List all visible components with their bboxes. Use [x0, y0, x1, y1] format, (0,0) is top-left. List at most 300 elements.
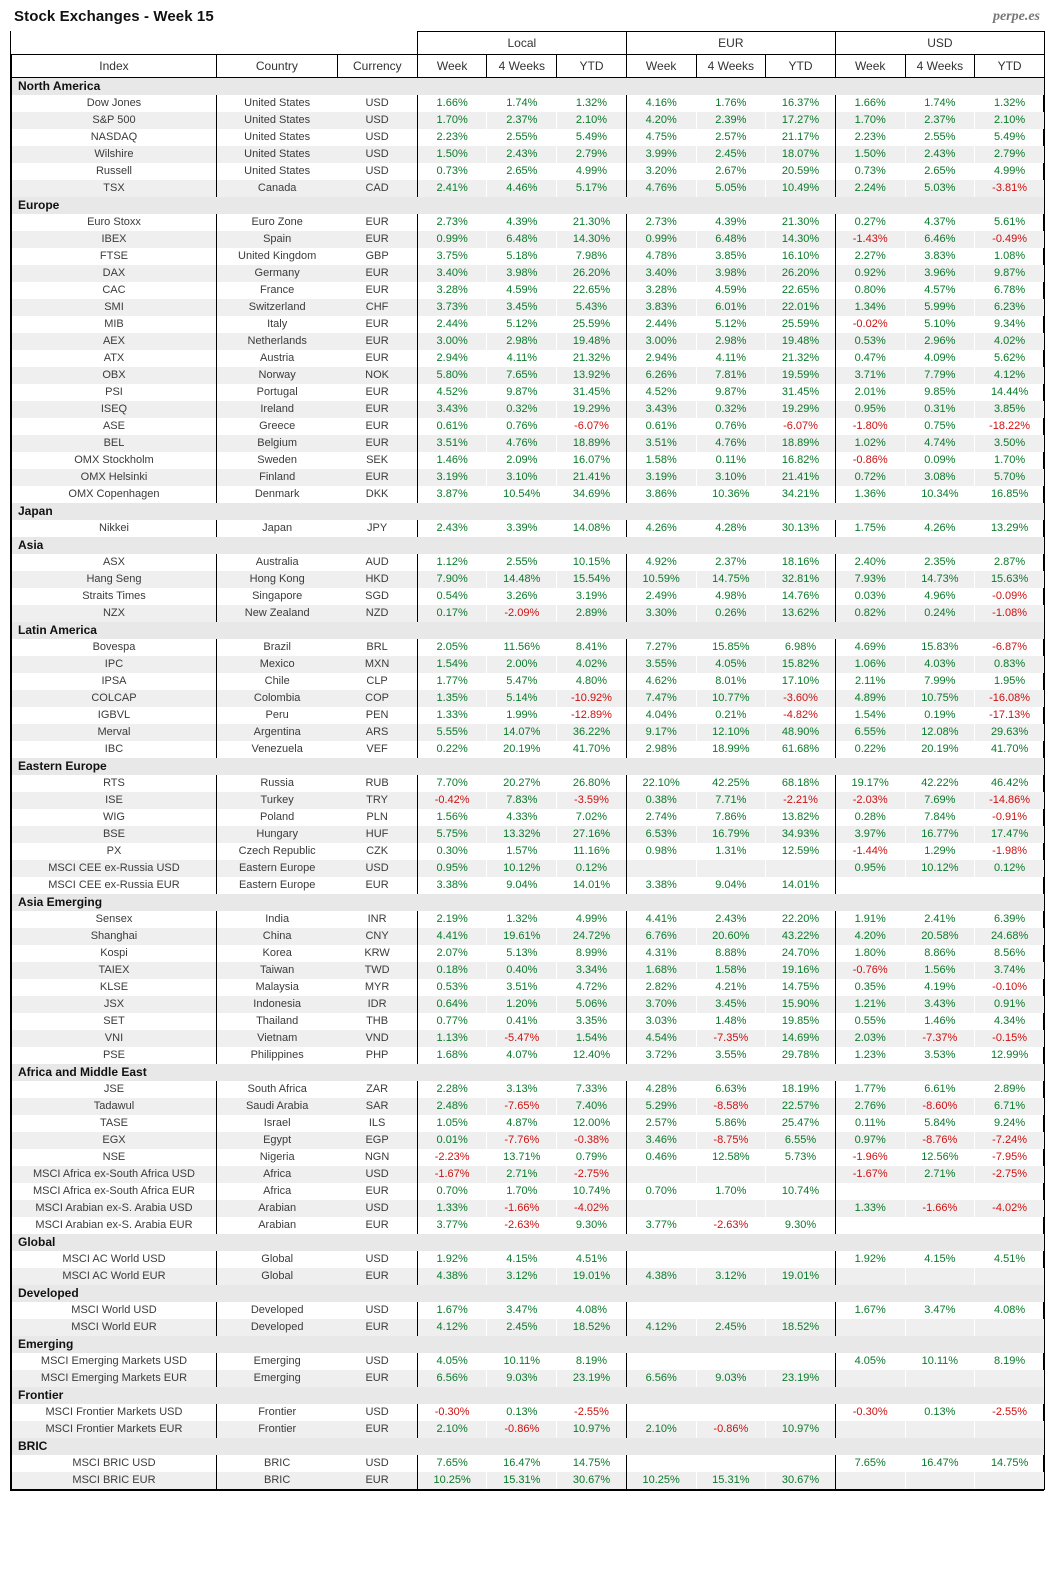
cell-local-ytd: 21.32%	[557, 350, 627, 367]
cell-eur-week: 0.98%	[626, 843, 696, 860]
cell-eur-4weeks: -8.58%	[696, 1098, 766, 1115]
cell-local-week: 2.44%	[417, 316, 487, 333]
cell-eur-4weeks: 10.36%	[696, 486, 766, 503]
cell-eur-4weeks: 10.77%	[696, 690, 766, 707]
cell-usd-week: 7.93%	[835, 571, 905, 588]
cell-country: Egypt	[216, 1132, 337, 1149]
cell-eur-ytd	[766, 1353, 836, 1370]
cell-local-4weeks: 1.99%	[487, 707, 557, 724]
cell-usd-week: 2.11%	[835, 673, 905, 690]
section-fill-cell	[626, 1387, 696, 1404]
cell-currency: EUR	[365, 216, 389, 228]
cell-usd-ytd: 2.79%	[975, 146, 1045, 163]
col-eur-4weeks: 4 Weeks	[696, 55, 766, 78]
cell-usd-week: 2.76%	[835, 1098, 905, 1115]
section-fill-cell	[696, 1285, 766, 1302]
cell-currency: CLP	[366, 675, 388, 687]
blank-cell-3	[337, 32, 417, 55]
cell-usd-week: 7.65%	[835, 1455, 905, 1472]
cell-local-4weeks: -7.65%	[487, 1098, 557, 1115]
cell-eur-week	[626, 1353, 696, 1370]
group-header-row	[12, 32, 1045, 55]
section-fill-cell	[696, 197, 766, 214]
cell-local-4weeks: 4.07%	[487, 1047, 557, 1064]
cell-local-week: 2.28%	[417, 1081, 487, 1098]
cell-local-week: 0.17%	[417, 605, 487, 622]
cell-currency: USD	[365, 97, 389, 109]
cell-local-4weeks: 9.87%	[487, 384, 557, 401]
cell-usd-week: 1.54%	[835, 707, 905, 724]
cell-eur-4weeks: 14.75%	[696, 571, 766, 588]
cell-eur-week: 3.03%	[626, 1013, 696, 1030]
cell-local-4weeks: 14.48%	[487, 571, 557, 588]
cell-country: Malaysia	[255, 981, 299, 993]
cell-eur-4weeks: 4.76%	[696, 435, 766, 452]
cell-local-week: 0.61%	[417, 418, 487, 435]
cell-local-ytd: 14.08%	[557, 520, 627, 537]
cell-usd-ytd: 4.02%	[975, 333, 1045, 350]
cell-usd-ytd	[975, 877, 1045, 894]
section-fill-cell	[216, 1285, 337, 1302]
cell-eur-4weeks	[696, 1455, 766, 1472]
cell-usd-week	[835, 877, 905, 894]
cell-local-4weeks: 4.11%	[487, 350, 557, 367]
cell-usd-week: 1.21%	[835, 996, 905, 1013]
cell-usd-week: 0.80%	[835, 282, 905, 299]
cell-local-4weeks: -0.86%	[487, 1421, 557, 1438]
cell-usd-week: 2.27%	[835, 248, 905, 265]
cell-usd-week: 1.36%	[835, 486, 905, 503]
cell-usd-ytd: 4.51%	[975, 1251, 1045, 1268]
cell-currency: SGD	[365, 590, 389, 602]
cell-country: Nigeria	[259, 1151, 295, 1163]
cell-usd-ytd: -0.49%	[975, 231, 1045, 248]
cell-usd-week: 0.95%	[835, 860, 905, 877]
cell-local-week: 3.40%	[417, 265, 487, 282]
cell-local-ytd: -2.55%	[557, 1404, 627, 1421]
section-fill-cell	[766, 78, 836, 96]
cell-local-ytd: 10.97%	[557, 1421, 627, 1438]
cell-currency: USD	[365, 131, 389, 143]
cell-local-4weeks: 4.46%	[487, 180, 557, 197]
cell-index: Euro Stoxx	[12, 214, 217, 231]
cell-usd-week: 1.92%	[835, 1251, 905, 1268]
cell-eur-week: 4.04%	[626, 707, 696, 724]
cell-local-4weeks: 0.32%	[487, 401, 557, 418]
cell-country: Euro Zone	[251, 216, 303, 228]
cell-usd-4weeks: 8.86%	[905, 945, 975, 962]
cell-local-4weeks: 4.33%	[487, 809, 557, 826]
table-row	[12, 367, 1045, 384]
cell-local-4weeks: 4.76%	[487, 435, 557, 452]
cell-local-ytd: 4.02%	[557, 656, 627, 673]
cell-usd-4weeks: 15.83%	[905, 639, 975, 656]
cell-eur-4weeks: 2.67%	[696, 163, 766, 180]
cell-eur-week: 3.83%	[626, 299, 696, 316]
cell-eur-ytd: 32.81%	[766, 571, 836, 588]
cell-index: IPC	[12, 656, 217, 673]
cell-currency: EGP	[337, 1132, 417, 1149]
section-fill-cell	[975, 537, 1045, 554]
cell-usd-ytd: 6.71%	[975, 1098, 1045, 1115]
cell-local-4weeks: 0.76%	[487, 418, 557, 435]
cell-eur-ytd: 25.47%	[766, 1115, 836, 1132]
cell-usd-4weeks: 7.84%	[905, 809, 975, 826]
cell-eur-4weeks: -2.63%	[696, 1217, 766, 1234]
cell-local-4weeks: 9.03%	[487, 1370, 557, 1387]
table-row	[12, 231, 1045, 248]
section-fill-cell	[487, 197, 557, 214]
cell-usd-4weeks	[905, 1268, 975, 1285]
cell-usd-week: 4.69%	[835, 639, 905, 656]
cell-usd-week: 0.97%	[835, 1132, 905, 1149]
table-row	[12, 690, 1045, 707]
section-row	[12, 1387, 1045, 1404]
cell-local-4weeks: 14.07%	[487, 724, 557, 741]
cell-local-week: -0.30%	[417, 1404, 487, 1421]
cell-eur-week: 4.52%	[626, 384, 696, 401]
cell-local-ytd: 4.51%	[557, 1251, 627, 1268]
cell-local-ytd: 18.52%	[557, 1319, 627, 1336]
section-fill-cell	[216, 758, 337, 775]
cell-local-4weeks: 4.15%	[487, 1251, 557, 1268]
section-fill-cell	[487, 1064, 557, 1081]
col-usd-ytd: YTD	[975, 55, 1045, 78]
cell-local-week: 7.70%	[417, 775, 487, 792]
table-row	[12, 996, 1045, 1013]
col-usd-4weeks: 4 Weeks	[905, 55, 975, 78]
cell-usd-week: 2.23%	[835, 129, 905, 146]
section-fill-cell	[337, 1234, 417, 1251]
cell-eur-week: 0.70%	[626, 1183, 696, 1200]
cell-eur-4weeks	[696, 1166, 766, 1183]
cell-usd-ytd: 1.32%	[975, 95, 1045, 112]
cell-usd-4weeks: 5.10%	[905, 316, 975, 333]
section-fill-cell	[417, 1336, 487, 1353]
cell-currency: INR	[367, 913, 387, 925]
cell-local-4weeks: 3.12%	[487, 1268, 557, 1285]
cell-eur-4weeks: 1.48%	[696, 1013, 766, 1030]
cell-local-4weeks: -1.66%	[487, 1200, 557, 1217]
cell-eur-4weeks: 3.45%	[696, 996, 766, 1013]
table-row	[12, 775, 1045, 792]
cell-currency: COP	[337, 690, 417, 707]
cell-local-week: 1.77%	[417, 673, 487, 690]
cell-usd-4weeks: 2.37%	[905, 112, 975, 129]
cell-usd-4weeks: 14.73%	[905, 571, 975, 588]
section-title: Japan	[12, 503, 217, 520]
cell-country: Finland	[216, 469, 337, 486]
page-header	[10, 6, 1044, 31]
section-fill-cell	[835, 1387, 905, 1404]
table-row	[12, 1200, 1045, 1217]
cell-eur-week: 4.75%	[626, 129, 696, 146]
cell-eur-4weeks: 7.86%	[696, 809, 766, 826]
page-title: Stock Exchanges - Week 15	[14, 8, 214, 25]
cell-eur-4weeks: 0.11%	[696, 452, 766, 469]
cell-eur-week: 4.78%	[626, 248, 696, 265]
cell-country: Venezuela	[251, 743, 303, 755]
cell-usd-ytd: 16.85%	[975, 486, 1045, 503]
section-fill-cell	[557, 622, 627, 639]
section-fill-cell	[417, 1285, 487, 1302]
cell-local-ytd: 14.30%	[557, 231, 627, 248]
group-local: Local	[417, 32, 626, 55]
section-fill-cell	[835, 1438, 905, 1455]
col-usd-week: Week	[835, 55, 905, 78]
cell-eur-ytd: 5.73%	[766, 1149, 836, 1166]
cell-eur-ytd: 14.30%	[766, 231, 836, 248]
cell-index: MSCI World EUR	[12, 1319, 217, 1336]
cell-eur-week: 4.62%	[626, 673, 696, 690]
cell-country: China	[216, 928, 337, 945]
section-row	[12, 1438, 1045, 1455]
cell-usd-4weeks: 4.96%	[905, 588, 975, 605]
cell-local-ytd: 27.16%	[557, 826, 627, 843]
cell-index: IBEX	[12, 231, 217, 248]
cell-usd-week: 1.02%	[835, 435, 905, 452]
cell-local-4weeks: 2.45%	[487, 1319, 557, 1336]
cell-eur-4weeks: -8.75%	[696, 1132, 766, 1149]
cell-eur-4weeks: 0.21%	[696, 707, 766, 724]
cell-country: Chile	[264, 675, 290, 687]
cell-country: United States	[244, 165, 311, 177]
section-fill-cell	[216, 1387, 337, 1404]
table-row	[12, 1098, 1045, 1115]
cell-local-ytd: -0.38%	[557, 1132, 627, 1149]
section-fill-cell	[975, 1336, 1045, 1353]
cell-usd-week: -1.67%	[835, 1166, 905, 1183]
cell-local-ytd: 16.07%	[557, 452, 627, 469]
cell-local-ytd: -3.59%	[557, 792, 627, 809]
cell-usd-week: 1.67%	[835, 1302, 905, 1319]
section-fill-cell	[487, 622, 557, 639]
cell-local-ytd: 14.75%	[557, 1455, 627, 1472]
table-row	[12, 146, 1045, 163]
table-row	[12, 469, 1045, 486]
cell-local-4weeks: 2.55%	[487, 554, 557, 571]
section-fill-cell	[905, 1234, 975, 1251]
table-row	[12, 435, 1045, 452]
cell-country: France	[260, 284, 295, 296]
cell-usd-ytd: -0.15%	[975, 1030, 1045, 1047]
cell-index: NASDAQ	[12, 129, 217, 146]
cell-local-ytd: 26.20%	[557, 265, 627, 282]
cell-currency: TWD	[337, 962, 417, 979]
cell-currency: BRL	[366, 641, 388, 653]
table-row	[12, 809, 1045, 826]
cell-local-ytd: 13.92%	[557, 367, 627, 384]
cell-index: IGBVL	[12, 707, 217, 724]
cell-usd-week	[835, 1217, 905, 1234]
section-title: Latin America	[12, 622, 217, 639]
cell-eur-4weeks: 5.12%	[696, 316, 766, 333]
section-fill-cell	[626, 622, 696, 639]
cell-usd-4weeks: 9.85%	[905, 384, 975, 401]
cell-index: MSCI CEE ex-Russia USD	[12, 860, 217, 877]
cell-local-week: 1.33%	[417, 707, 487, 724]
cell-index: OMX Helsinki	[12, 469, 217, 486]
cell-usd-week: 1.33%	[835, 1200, 905, 1217]
cell-currency: HUF	[337, 826, 417, 843]
cell-index: MSCI Emerging Markets USD	[12, 1353, 217, 1370]
cell-currency: EUR	[337, 1472, 417, 1490]
col-index: Index	[12, 55, 217, 78]
section-fill-cell	[487, 503, 557, 520]
cell-usd-week	[835, 1370, 905, 1387]
cell-local-week: 0.73%	[417, 163, 487, 180]
cell-usd-week: -0.30%	[835, 1404, 905, 1421]
table-row	[12, 792, 1045, 809]
cell-local-4weeks: 1.70%	[487, 1183, 557, 1200]
cell-usd-week	[835, 1319, 905, 1336]
cell-local-ytd: 11.16%	[557, 843, 627, 860]
cell-country: Switzerland	[216, 299, 337, 316]
cell-local-week: 1.54%	[417, 656, 487, 673]
cell-local-4weeks: 1.74%	[487, 95, 557, 112]
cell-local-week: 2.10%	[417, 1421, 487, 1438]
cell-eur-ytd: 16.10%	[766, 248, 836, 265]
cell-eur-4weeks: 1.76%	[696, 95, 766, 112]
cell-eur-4weeks: 2.43%	[696, 911, 766, 928]
cell-currency: EUR	[337, 265, 417, 282]
cell-usd-4weeks	[905, 1472, 975, 1490]
table-row	[12, 639, 1045, 656]
cell-usd-ytd	[975, 1370, 1045, 1387]
cell-currency: EUR	[365, 284, 389, 296]
cell-usd-4weeks: 6.46%	[905, 231, 975, 248]
cell-local-4weeks: 5.14%	[487, 690, 557, 707]
cell-usd-ytd: 4.12%	[975, 367, 1045, 384]
cell-eur-4weeks: 2.45%	[696, 1319, 766, 1336]
cell-usd-week: -2.03%	[835, 792, 905, 809]
cell-usd-ytd	[975, 1217, 1045, 1234]
cell-eur-4weeks: 8.88%	[696, 945, 766, 962]
section-fill-cell	[557, 1336, 627, 1353]
section-fill-cell	[766, 1234, 836, 1251]
cell-eur-ytd: 15.90%	[766, 996, 836, 1013]
cell-currency: EUR	[365, 386, 389, 398]
table-row	[12, 384, 1045, 401]
cell-local-ytd: 10.74%	[557, 1183, 627, 1200]
cell-local-4weeks: 2.98%	[487, 333, 557, 350]
cell-country: Emerging	[216, 1370, 337, 1387]
cell-usd-week: 0.27%	[835, 214, 905, 231]
cell-local-ytd: 36.22%	[557, 724, 627, 741]
cell-eur-week: 4.54%	[626, 1030, 696, 1047]
cell-usd-4weeks: 4.74%	[905, 435, 975, 452]
section-fill-cell	[696, 1387, 766, 1404]
cell-eur-week: 4.12%	[626, 1319, 696, 1336]
cell-index: JSX	[12, 996, 217, 1013]
cell-country: South Africa	[247, 1083, 307, 1095]
group-eur: EUR	[626, 32, 835, 55]
cell-local-4weeks: 20.19%	[487, 741, 557, 758]
cell-eur-4weeks	[696, 860, 766, 877]
blank-cell-1	[12, 32, 217, 55]
cell-local-ytd: 26.80%	[557, 775, 627, 792]
cell-eur-4weeks: 2.39%	[696, 112, 766, 129]
cell-local-4weeks: 0.41%	[487, 1013, 557, 1030]
cell-eur-week: 7.47%	[626, 690, 696, 707]
cell-eur-4weeks: -0.86%	[696, 1421, 766, 1438]
cell-eur-4weeks: 9.03%	[696, 1370, 766, 1387]
cell-usd-ytd: 0.91%	[975, 996, 1045, 1013]
cell-eur-week: 10.59%	[626, 571, 696, 588]
cell-currency: PLN	[366, 811, 388, 823]
cell-usd-4weeks: 0.19%	[905, 707, 975, 724]
section-fill-cell	[975, 197, 1045, 214]
cell-local-week: 0.95%	[417, 860, 487, 877]
cell-local-ytd: 1.32%	[557, 95, 627, 112]
cell-local-week: 2.07%	[417, 945, 487, 962]
cell-usd-week: 0.72%	[835, 469, 905, 486]
cell-index: MSCI Frontier Markets EUR	[12, 1421, 217, 1438]
cell-index: MSCI Emerging Markets EUR	[12, 1370, 217, 1387]
cell-usd-4weeks: 3.43%	[905, 996, 975, 1013]
cell-currency: ILS	[368, 1117, 386, 1129]
cell-usd-4weeks: 10.11%	[905, 1353, 975, 1370]
cell-index: MSCI BRIC EUR	[12, 1472, 217, 1490]
cell-eur-4weeks: 12.58%	[696, 1149, 766, 1166]
section-fill-cell	[337, 537, 417, 554]
cell-usd-4weeks: 10.75%	[905, 690, 975, 707]
table-row	[12, 656, 1045, 673]
cell-eur-4weeks: 16.79%	[696, 826, 766, 843]
cell-local-ytd: -12.89%	[557, 707, 627, 724]
cell-usd-4weeks: 0.31%	[905, 401, 975, 418]
section-fill-cell	[766, 537, 836, 554]
cell-local-4weeks: 0.40%	[487, 962, 557, 979]
cell-eur-week: 2.73%	[626, 214, 696, 231]
cell-eur-4weeks: 4.98%	[696, 588, 766, 605]
section-fill-cell	[487, 78, 557, 96]
cell-country: Korea	[262, 947, 292, 959]
cell-local-ytd: 8.99%	[557, 945, 627, 962]
cell-local-4weeks: 2.55%	[487, 129, 557, 146]
cell-currency: PEN	[365, 709, 389, 721]
cell-local-ytd: 34.69%	[557, 486, 627, 503]
cell-local-week: 2.48%	[417, 1098, 487, 1115]
cell-usd-4weeks	[905, 877, 975, 894]
cell-local-ytd: 4.72%	[557, 979, 627, 996]
cell-currency: PHP	[365, 1049, 389, 1061]
table-row	[12, 1370, 1045, 1387]
cell-country: Italy	[267, 318, 288, 330]
cell-country: United States	[216, 146, 337, 163]
cell-country: Eastern Europe	[238, 879, 316, 891]
cell-local-4weeks: -5.47%	[487, 1030, 557, 1047]
cell-eur-ytd: 18.89%	[766, 435, 836, 452]
cell-local-4weeks: 5.18%	[487, 248, 557, 265]
cell-usd-week: 0.92%	[835, 265, 905, 282]
cell-usd-ytd: -0.09%	[975, 588, 1045, 605]
cell-local-ytd: 14.01%	[557, 877, 627, 894]
cell-local-4weeks: 2.43%	[487, 146, 557, 163]
cell-usd-week: -1.96%	[835, 1149, 905, 1166]
table-row	[12, 452, 1045, 469]
section-fill-cell	[557, 758, 627, 775]
cell-eur-week: 3.86%	[626, 486, 696, 503]
cell-currency: USD	[337, 146, 417, 163]
cell-currency: SAR	[337, 1098, 417, 1115]
cell-eur-week: 2.98%	[626, 741, 696, 758]
table-row	[12, 1421, 1045, 1438]
section-fill-cell	[417, 622, 487, 639]
cell-usd-4weeks: 4.03%	[905, 656, 975, 673]
section-fill-cell	[766, 622, 836, 639]
cell-country: Thailand	[256, 1015, 299, 1027]
